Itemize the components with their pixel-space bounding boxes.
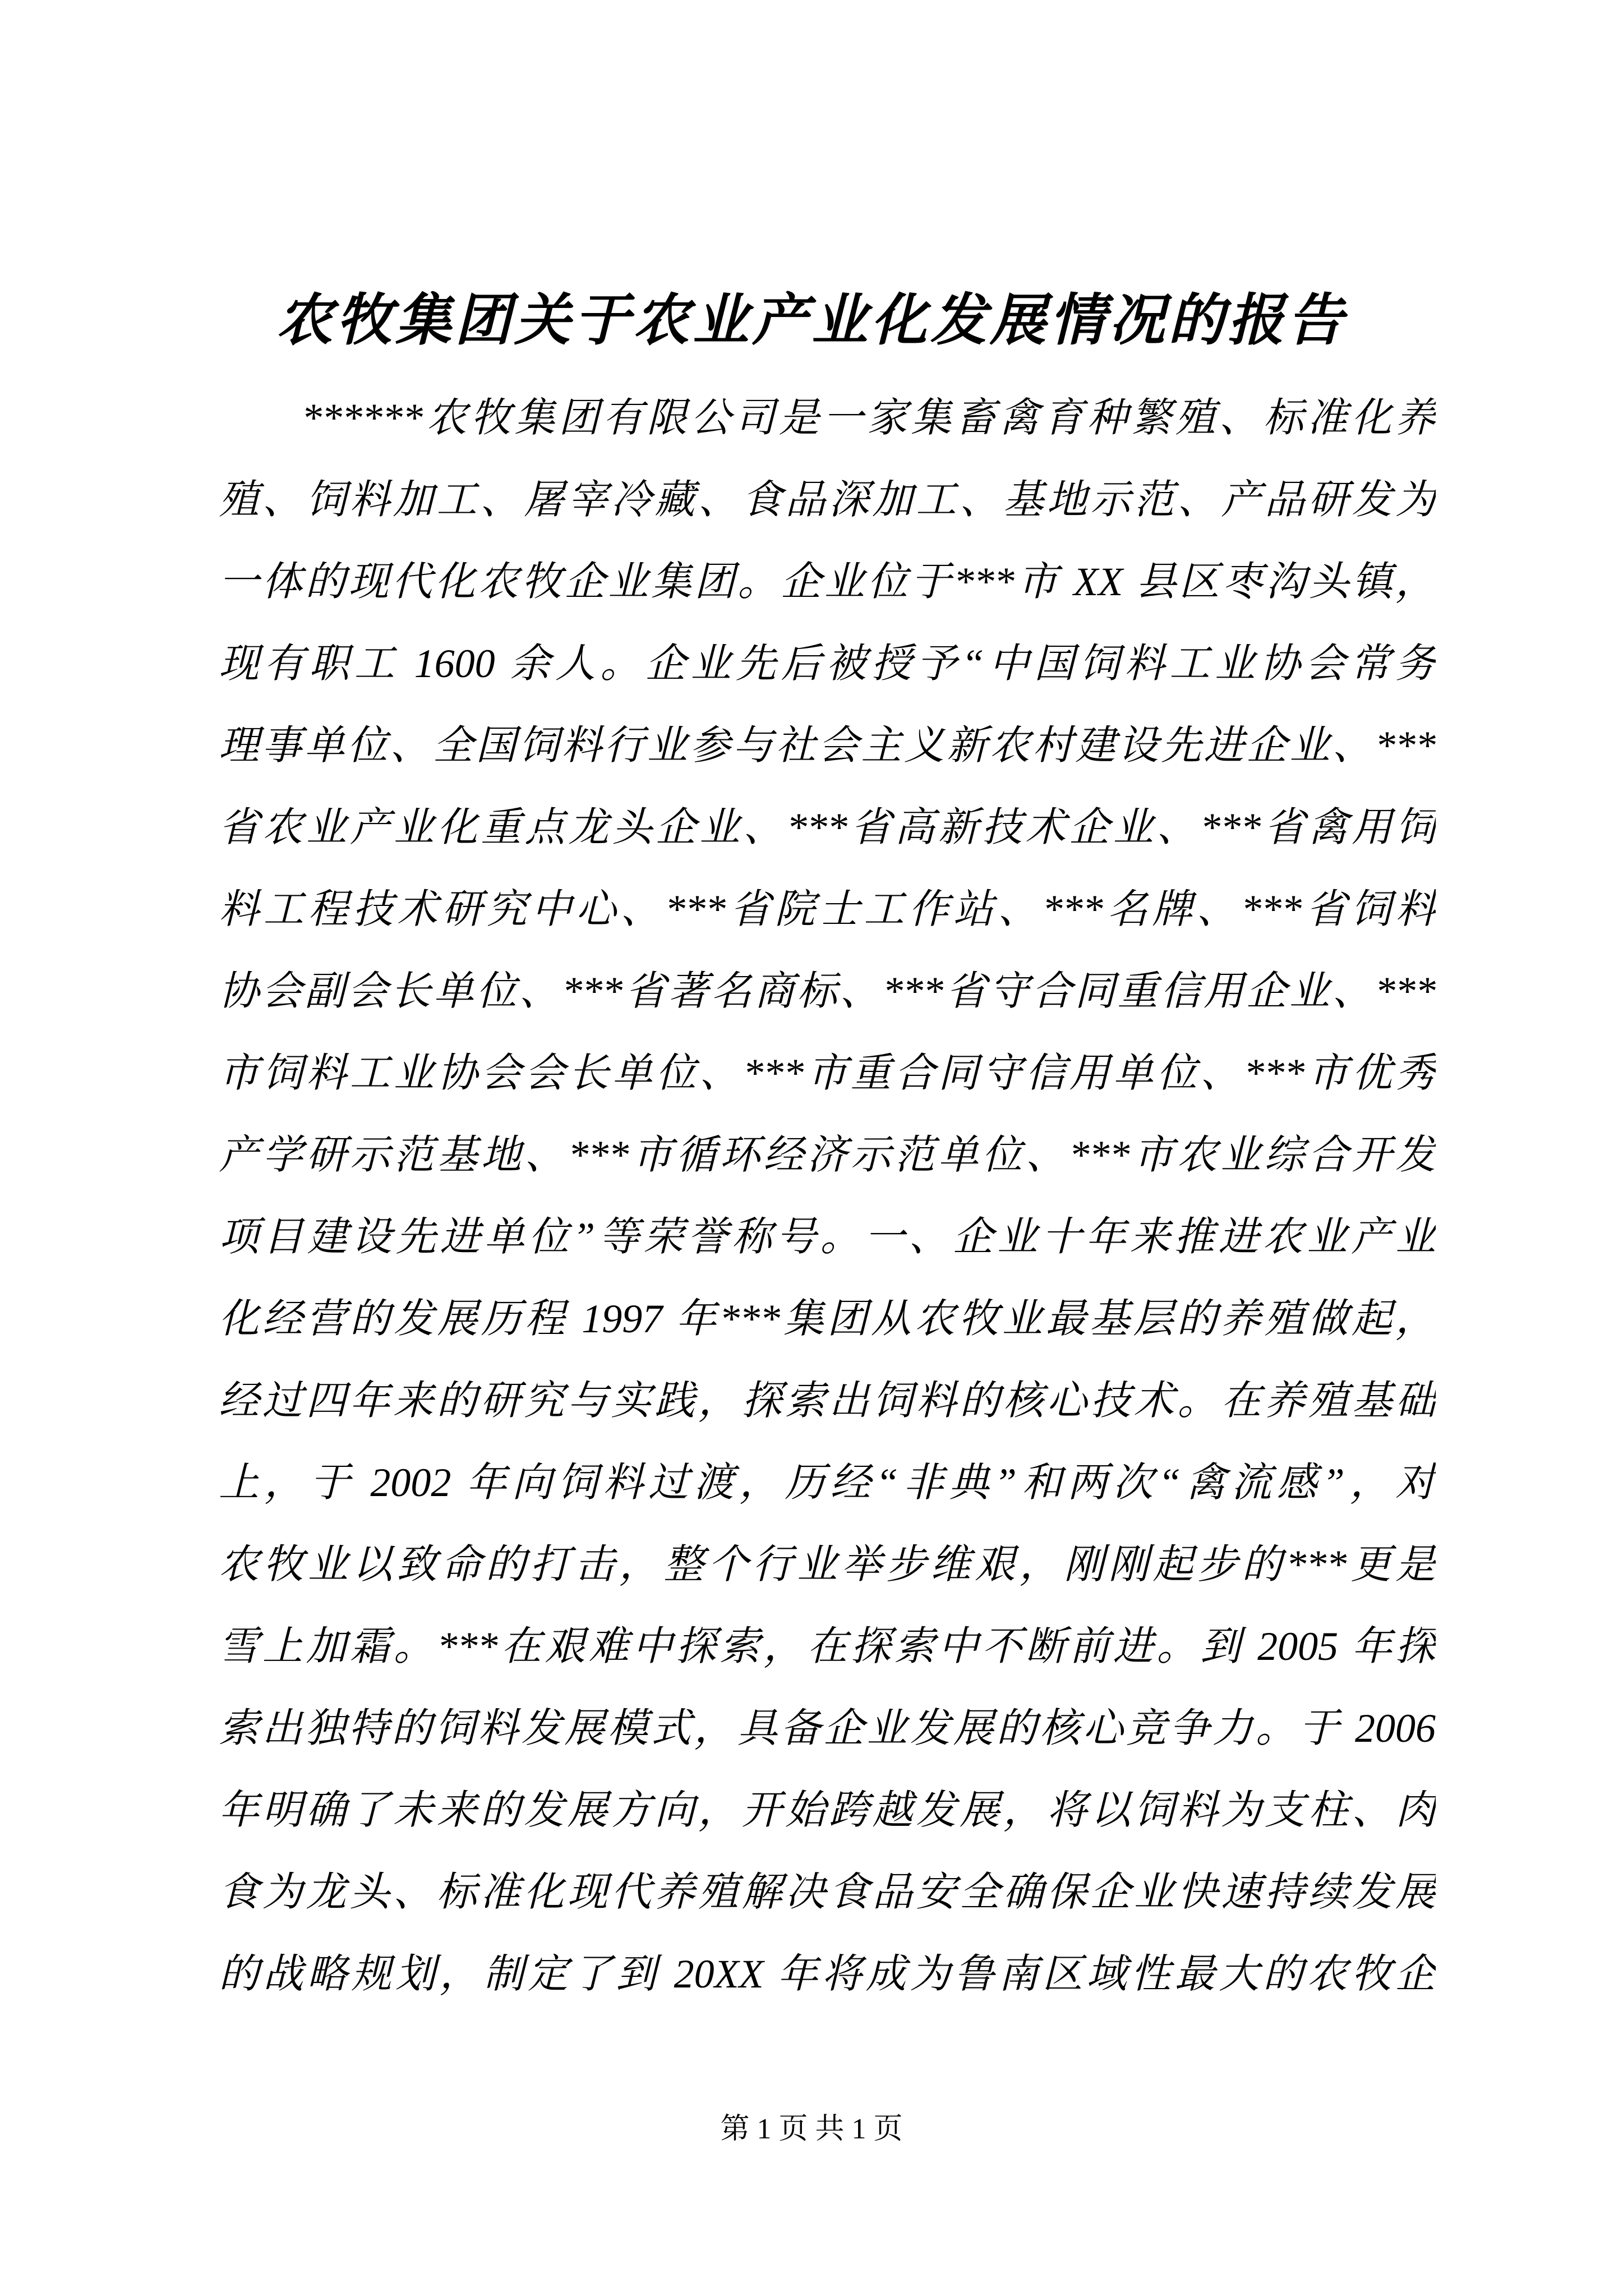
body-line: 一体的现代化农牧企业集团。企业位于***市 XX 县区枣沟头镇， [219,559,1436,604]
body-line: 料工程技术研究中心、***省院士工作站、***名牌、***省饲料 [219,887,1436,932]
body-line: 市饲料工业协会会长单位、***市重合同守信用单位、***市优秀 [219,1051,1436,1096]
body-line: 理事单位、全国饲料行业参与社会主义新农村建设先进企业、*** [219,723,1436,768]
body-line: 农牧业以致命的打击，整个行业举步维艰，刚刚起步的***更是 [219,1542,1436,1587]
body-line: 殖、饲料加工、屠宰冷藏、食品深加工、基地示范、产品研发为 [219,477,1436,522]
body-line: 食为龙头、标准化现代养殖解决食品安全确保企业快速持续发展 [219,1870,1436,1915]
body-line: 雪上加霜。***在艰难中探索，在探索中不断前进。到 2005 年探 [219,1624,1436,1669]
body-line: 省农业产业化重点龙头企业、***省高新技术企业、***省禽用饲 [219,805,1436,850]
page-number-footer: 第 1 页 共 1 页 [720,2113,903,2145]
document-title: 农牧集团关于农业产业化发展情况的报告 [276,289,1347,352]
body-line: 项目建设先进单位”等荣誉称号。一、企业十年来推进农业产业 [219,1214,1436,1259]
body-line: ******农牧集团有限公司是一家集畜禽育种繁殖、标准化养 [302,395,1436,440]
body-line: 现有职工 1600 余人。企业先后被授予“中国饲料工业协会常务 [219,641,1436,686]
body-line: 上，于 2002 年向饲料过渡，历经“非典”和两次“禽流感”，对 [219,1460,1436,1505]
body-line: 产学研示范基地、***市循环经济示范单位、***市农业综合开发 [219,1133,1436,1177]
body-line: 索出独特的饲料发展模式，具备企业发展的核心竞争力。于 2006 [219,1706,1436,1751]
body-paragraph [219,377,1436,2015]
body-line: 化经营的发展历程 1997 年***集团从农牧业最基层的养殖做起， [219,1296,1436,1341]
body-line: 经过四年来的研究与实践，探索出饲料的核心技术。在养殖基础 [219,1378,1436,1423]
body-line: 年明确了未来的发展方向，开始跨越发展，将以饲料为支柱、肉 [219,1788,1436,1833]
body-line: 协会副会长单位、***省著名商标、***省守合同重信用企业、*** [219,969,1436,1014]
body-line: 的战略规划，制定了到 20XX 年将成为鲁南区域性最大的农牧企 [219,1952,1436,1996]
